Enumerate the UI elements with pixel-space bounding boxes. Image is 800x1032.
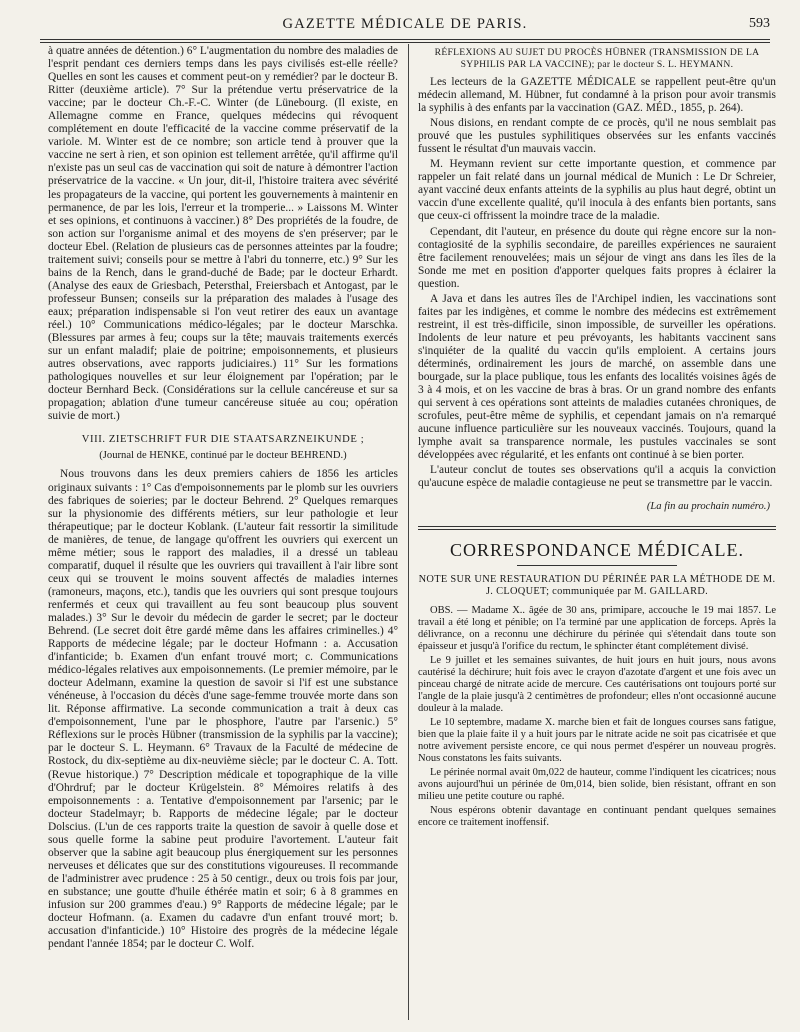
page-number: 593 (749, 16, 770, 31)
right-column (418, 45, 776, 1020)
header-rule (40, 39, 770, 43)
left-column (48, 45, 398, 1020)
hubner-para-5: A Java et dans les autres îles de l'Archipel indien, les vaccinations sont faites par les indigènes, et comme le nombre des médecins est extrêmement restreint, il est très-difficile, sinon impossible, de surveiller les opérations. Indolents de leur nature et peu prévoyants, les habitants vaccinent sans s'inquiéter de la qualité du vaccin qu'ils emploient. A certains jours déterminés, ordinairement les jours de marché, on assemble dans une bourgade, sur la place publique, tous les enfants des localités voisines âgés de 3 à 4 mois, et on les vaccine de bras à bras. Or un grand nombre des enfants qui servent à ces opérations sont atteints de maladies cutanées chroniques, de scrofules, peut-être même de syphilis, et cependant jamais on n'a remarqué aucune influence particulière sur les nouveaux vaccinés. Toujours, quand la lymphe avait sa transparence normale, les pustules vaccinales se sont développées avec régularité, et les enfants ont continué à se bien porter. (418, 292, 776, 462)
column-divider (408, 44, 409, 1020)
section-viii-subtitle: (Journal de HENKE, continué par le docteur BEHREND.) (99, 450, 347, 462)
observation-para-5: Nous espérons obtenir davantage en continuant pendant quelques semaines encore ce traitement inoffensif. (418, 804, 776, 828)
hubner-para-3: M. Heymann revient sur cette importante question, et commence par rappeler un fait relaté dans un journal médical de Munich : Le Dr Schreier, ayant vacciné deux enfants atteints de la syphilis au plus haut degré, obtint un vaccin d'une excellente qualité, qu'il inocula à des enfants bien portants, sans que ceux-ci offrissent la moindre trace de la maladie. (418, 158, 776, 223)
continued-note: (La fin au prochain numéro.) (646, 501, 770, 513)
observation-para-1: OBS. — Madame X.. âgée de 30 ans, primipare, accouche le 19 mai 1857. Le travail a été long et pénible; on l'a terminé par une application de forceps. Après la délivrance, on a reconnu une déchirure du périnée qui s'étendait dans toute son épaisseur et jusqu'à l'orifice du rectum, le sphincter étant complétement divisé. (418, 604, 776, 652)
observation-para-4: Le périnée normal avait 0m,022 de hauteur, comme l'indiquent les cicatrices; nous avons aujourd'hui un périnée de 0m,014, bien solide, bien résistant, offrant en son milieu une petite couture ou raphé. (418, 766, 776, 802)
hubner-para-1: Les lecteurs de la GAZETTE MÉDICALE se rappellent peut-être qu'un médecin allemand, M. Hübner, fut condamné à la prison pour avoir transmis la syphilis à des enfants par la vaccination (GAZ. MÉD., 1855, p. 264). (418, 76, 776, 115)
hubner-para-2: Nous disions, en rendant compte de ce procès, qu'il ne nous semblait pas prouvé que les pustules syphilitiques observées sur les enfants vaccinés fussent le résultat d'un mauvais vaccin. (418, 117, 776, 156)
correspondance-heading: CORRESPONDANCE MÉDICALE. (449, 539, 745, 560)
journal-title: GAZETTE MÉDICALE DE PARIS. (282, 16, 528, 32)
article-list-continued: à quatre années de détention.) 6° L'augmentation du nombre des maladies de l'esprit pendant ces derniers temps dans les pays civilisés est-elle réelle? Quelles en sont les causes et comment peut-on y remédier? par le docteur B. Ritter (deuxième article). 7° Sur la prétendue vertu préservatrice de la vaccine; par le docteur Ch.-F.-C. Winter (de Lünebourg. (Il existe, en Allemagne comme en France, quelques médecins qui révoquent complétement en doute l'efficacité de la vaccine comme préservatif de la variole. M. Winter est de ce nombre; son article tend à prouver que la vaccine ne sert à rien, et son opinion est tellement arrêtée, qu'il affirme qu'il n'existe pas un seul cas de vaccination qui soit de nature à démontrer l'action préservatrice de la vaccine. « Un jour, dit-il, l'histoire traitera avec sévérité les propagateurs de la vaccine, qui portent les gouvernements à maintenir en permanence, de par les lois, l'erreur et la tromperie... » Laissons M. Winter et ses opinions, et continuons à vacciner.) 8° Des propriétés de la foudre, de son action sur l'organisme animal et des moyens de s'en préserver; par le docteur Ebel. (Relation de plusieurs cas de personnes atteintes par la foudre; traitement suivi; conseils pour se mettre à l'abri du tonnerre, etc.) 9° Sur les bains de la Rench, dans le grand-duché de Bade; par le docteur Erhardt. (Analyse des eaux de Griesbach, Petersthal, Freiersbach et Antogast, par le professeur Bunsen; conseils sur la préparation des malades à l'usage des eaux; préparation indispensable si l'on veut retirer des eaux un avantage réel.) 10° Communications médico-légales; par le docteur Marschka. (Blessures par armes à feu; coups sur la tête; mauvais traitements exercés sur un enfant maladif; plaie de poitrine; empoisonnements, et plusieurs autres observations, avec rapports judiciaires.) 11° Sur les formations pathologiques nouvelles et sur leur éloignement par l'opération; par le docteur Bernhard Beck. (Considérations sur la cellule cancéreuse et sur sa propagation; ablation d'une tumeur cancéreuse située au cou; opération suivie de mort.) (48, 45, 398, 423)
observation-para-3: Le 10 septembre, madame X. marche bien et fait de longues courses sans fatigue, bien que la plaie faite il y a huit jours par le nitrate acide ne soit pas cicatrisée et que notre avivement persiste encore, ce qui nous permet d'espérer un nouveau progrès. Nous constatons les faits suivants. (418, 716, 776, 764)
page-header (40, 14, 770, 36)
hubner-para-4: Cependant, dit l'auteur, en présence du doute qui règne encore sur la non-contagiosité de la syphilis secondaire, de pareilles expériences ne sauraient être facilement renouvelées; mais un séjour de vingt ans dans les îles de la Sonde me met en position d'apporter quelques faits propres à éclairer la question. (418, 225, 776, 290)
section-rule (418, 526, 776, 530)
section-viii-body: Nous trouvons dans les deux premiers cahiers de 1856 les articles originaux suivants : 1° Cas d'empoisonnements par le plomb sur les ouvriers des fabriques de soieries; par le docteur Behrend. 2° Quelques remarques sur la physionomie des différents métiers, sur leur pathologie et leur thérapeutique; par le docteur Koblank. (L'auteur fait ressortir la similitude de manières, de tenue, de langage qu'offrent les ouvriers qui exercent un même métier; sous le rapport des maladies, il a dressé un tableau comparatif, duquel il résulte que les ouvriers qui travaillent à l'air libre sont ceux qui se trouvent le moins souvent affectés de maladies internes (ramoneurs, maçons, etc.), tandis que les ouvriers qui sont presque toujours renfermés et ceux qui travaillent au feu sont beaucoup plus souvent malades.) 3° Sur le devoir du médecin de garder le secret; par le docteur Behrend. (Le secret doit être gardé même dans les affaires criminelles.) 4° Rapports de médecine légale; par le docteur Hofmann : a. Accusation d'infanticide; b. Examen d'un enfant trouvé mort; c. Communications médico-légales relatives aux empoisonnements. (Le premier mémoire, par le docteur Adelmann, examine la question de savoir si l'if est une substance vénéneuse, à l'occasion du décès d'une sage-femme trouvée morte dans son lit. Réponse affirmative. La seconde communication a trait à deux cas d'empoisonnement, l'une par le phosphore, l'autre par l'arsenic.) 5° Réflexions sur le procès Hübner (transmission de la syphilis par la vaccine); par le docteur S. L. Heymann. 6° Travaux de la Faculté de médecine de Rostock, du dix-septième au dix-neuvième siècle; par le docteur C. A. Tott. (Revue historique.) 7° Description médicale et topographique de la ville d'Ohrdruf; par le docteur Krügelstein. 8° Mémoires relatifs à des empoisonnements : a. Tentative d'empoisonnement par l'arsenic; par le docteur Stadelmayr; b. Rapports de médecine légale; par le docteur Dolscius. (L'un de ces rapports traite la question de savoir à quelle dose et sous quelle forme la sabine peut produire l'avortement. L'auteur fait observer que la sabine agit beaucoup plus énergiquement sur les personnes nerveuses et délicates que sur des constitutions vigoureuses. Il recommande de l'administrer avec prudence : 25 à 50 centigr., deux ou trois fois par jour, en substance; une goutte d'huile éthérée matin et soir; 6 à 8 grammes en infusion sur 200 grammes d'eau.) 9° Rapports de médecine légale; par le docteur Hofmann. (a. Examen du cadavre d'un enfant trouvé mort; b. accusation d'infanticide.) 10° Histoire des progrès de la médecine légale pendant l'année 1854; par le docteur C. Wolf. (48, 468, 398, 951)
article-title-hubner: RÉFLEXIONS AU SUJET DU PROCÈS HÜBNER (TRANSMISSION DE LA SYPHILIS PAR LA VACCINE); par le docteur S. L. HEYMANN. (434, 47, 760, 70)
note-title: NOTE SUR UNE RESTAURATION DU PÉRINÉE PAR LA MÉTHODE DE M. J. CLOQUET; communiquée par M. GAILLARD. (418, 573, 776, 598)
heading-underline (517, 565, 677, 566)
observation-para-2: Le 9 juillet et les semaines suivantes, de huit jours en huit jours, nous avons cautérisé la déchirure; huit fois avec le crayon d'azotate d'argent et une fois avec un pinceau chargé de nitrate acide de mercure. Ces cautérisations ont toujours porté sur l'angle de la plaie jusqu'à 2 centimètres de profondeur; elles n'ont occasionné aucune douleur à la malade. (418, 654, 776, 714)
section-viii-title: VIII. ZIETSCHRIFT FUR DIE STAATSARZNEIKUNDE ; (81, 434, 365, 446)
hubner-para-6: L'auteur conclut de toutes ses observations qu'il a acquis la conviction qu'aucune espèce de maladie contagieuse ne peut se transmettre par le vaccin. (418, 464, 776, 490)
